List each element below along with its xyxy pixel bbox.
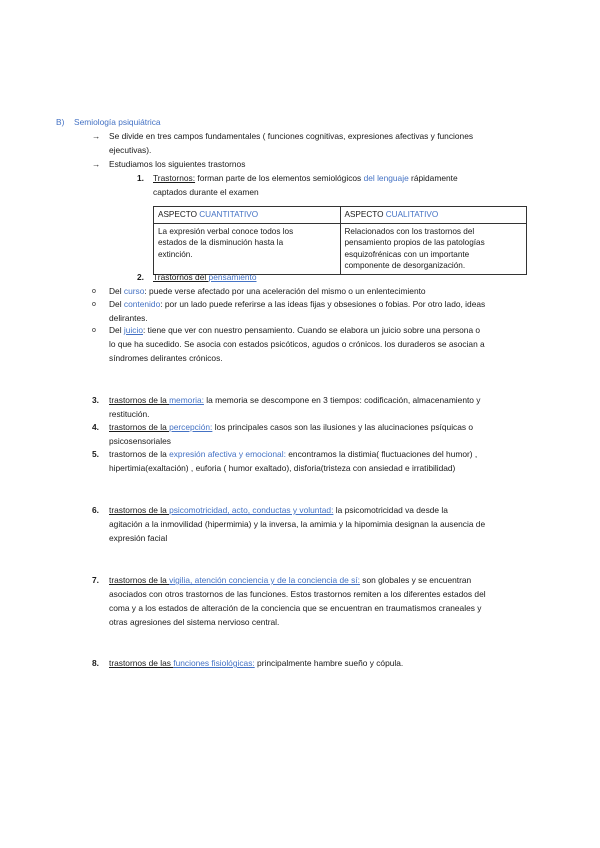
item-1-line (153, 173, 458, 183)
item-number: 7. (92, 575, 99, 585)
item-6-cont: agitación a la inmovilidad (hipermimia) y la inversa, la amimia y la hipomimia designan la ausencia de (109, 519, 486, 529)
item-number: 1. (137, 173, 144, 183)
item-link: psicomotricidad, acto, conductas y voluntad: (169, 505, 334, 515)
item-2-label: Trastornos del (153, 272, 209, 282)
item-number: 5. (92, 449, 99, 459)
bullet-pre: Del (109, 286, 124, 296)
item-6-cont: expresión facial (109, 533, 168, 543)
bullet-text: : tiene que ver con nuestro pensamiento. Cuando se elabora un juicio sobre una persona o (143, 325, 481, 335)
arrow-line-2: Estudiamos los siguientes trastornos (109, 159, 246, 169)
section-title: Semiología psiquiátrica (74, 117, 161, 127)
aspect-table (153, 206, 527, 275)
item-link: funciones fisiológicas: (173, 658, 255, 668)
table-header-qualitative (340, 207, 527, 224)
bullet-term: contenido (123, 299, 161, 309)
bullet-icon: o (92, 327, 96, 334)
bullet-text: : puede verse afectado por una aceleración del mismo o un enlentecimiento (144, 286, 426, 296)
item-pre: trastornos de la (109, 449, 170, 459)
bullet-juicio (109, 325, 480, 335)
arrow-icon: → (92, 131, 101, 141)
bullet-icon: o (92, 288, 96, 295)
bullet-pre: Del (109, 325, 124, 335)
item-pre: trastornos de la (109, 505, 170, 515)
item-7-cont: otras agresiones del sistema nervioso central. (109, 617, 280, 627)
item-5-line (109, 449, 477, 459)
table-header-quantitative (154, 207, 341, 224)
bullet-pre: Del (109, 299, 124, 309)
arrow-icon: → (92, 159, 101, 169)
bullet-juicio-cont: lo que ha sucedido. Se asocia con estados psicóticos, agudos o crónicos. los duraderos se asocian a (109, 339, 485, 349)
item-2-line (153, 272, 257, 282)
item-pre: trastornos de las (109, 658, 174, 668)
item-1-tail: rápidamente (408, 173, 458, 183)
item-7-cont: asociados con otros trastornos de las funciones. Estos trastornos remiten a los diferentes estados del (109, 589, 486, 599)
item-8-line (109, 658, 403, 668)
item-4-line (109, 422, 473, 432)
table-cell-quantitative (154, 223, 341, 274)
item-3-line (109, 395, 480, 405)
item-number: 4. (92, 422, 99, 432)
item-6-line (109, 505, 448, 515)
item-link: expresión afectiva y emocional: (169, 449, 286, 459)
item-pre: trastornos de la (109, 575, 170, 585)
bullet-curso (109, 286, 426, 296)
item-3-cont: restitución. (109, 409, 150, 419)
bullet-juicio-cont: síndromes delirantes crónicos. (109, 353, 223, 363)
bullet-contenido-cont: delirantes. (109, 313, 148, 323)
header-prefix: ASPECTO (344, 210, 386, 219)
item-text: los principales casos son las ilusiones y las alucinaciones psíquicas o (212, 422, 474, 432)
item-number: 6. (92, 505, 99, 515)
bullet-contenido (109, 299, 485, 309)
item-pre: trastornos de la (109, 422, 170, 432)
item-number: 3. (92, 395, 99, 405)
bullet-term: juicio (123, 325, 143, 335)
item-number: 2. (137, 272, 144, 282)
item-text: principalmente hambre sueño y cópula. (254, 658, 404, 668)
item-link: vigilia, atención conciencia y de la conciencia de sí: (169, 575, 360, 585)
item-7-line (109, 575, 471, 585)
item-number: 8. (92, 658, 99, 668)
item-link: percepción: (169, 422, 213, 432)
bullet-term: curso (123, 286, 145, 296)
item-link: memoria: (169, 395, 204, 405)
item-text: la memoria se descompone en 3 tiempos: codificación, almacenamiento y (203, 395, 481, 405)
table-cell-qualitative (340, 223, 527, 274)
item-pre: trastornos de la (109, 395, 170, 405)
arrow-line-1-cont: ejecutivas). (109, 145, 152, 155)
item-4-cont: psicosensoriales (109, 436, 171, 446)
item-text: encontramos la distimia( fluctuaciones del humor) , (285, 449, 478, 459)
section-marker: B) (56, 117, 65, 127)
item-1-link: del lenguaje (363, 173, 409, 183)
header-highlight: CUANTITATIVO (199, 210, 259, 219)
item-5-cont: hipertimia(exaltación) , euforia ( humor exaltado), disforia(tristeza con ansiedad e irratibilidad) (109, 463, 456, 473)
item-text: son globales y se encuentran (359, 575, 472, 585)
item-1-text: forman parte de los elementos semiológicos (195, 173, 364, 183)
item-1-label: Trastornos: (153, 173, 196, 183)
arrow-line-1: Se divide en tres campos fundamentales ( funciones cognitivas, expresiones afectivas y funciones (109, 131, 474, 141)
item-text: la psicomotricidad va desde la (333, 505, 448, 515)
item-7-cont: coma y a los estados de alteración de la conciencia que se encuentran en traumatismos craneales y (109, 603, 482, 613)
cell-text: Relacionados con los trastornos del pensamiento propios de las patologías esquizofrénicas con un importante componente de desorganización. (344, 226, 485, 271)
item-2-link: pensamiento (208, 272, 257, 282)
cell-text: La expresión verbal conoce todos los estados de la disminución hasta la extinción. (158, 226, 294, 259)
bullet-icon: o (92, 301, 96, 308)
bullet-text: : por un lado puede referirse a las ideas fijas y obsesiones o fobias. Por otro lado, ideas (160, 299, 486, 309)
header-highlight: CUALITATIVO (385, 210, 439, 219)
header-prefix: ASPECTO (158, 210, 200, 219)
item-1-line-2: captados durante el examen (153, 187, 259, 197)
